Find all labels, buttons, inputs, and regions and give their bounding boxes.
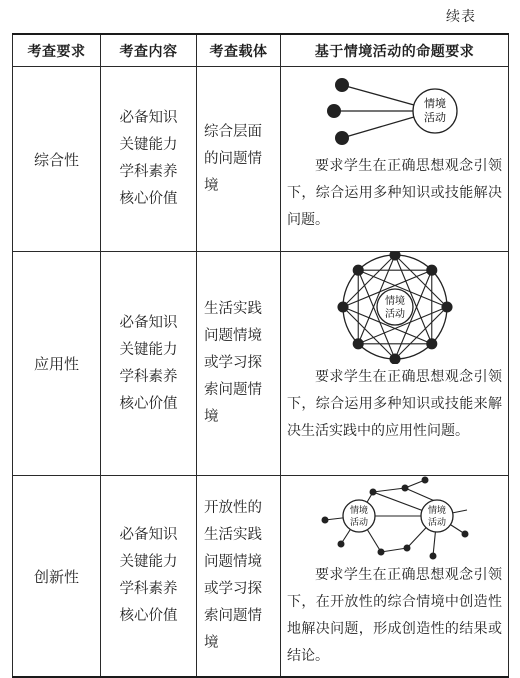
content-line: 学科素养 [119,164,178,180]
circle-label: 情境 [427,506,446,516]
carrier-cell [197,476,281,678]
network-node [426,339,436,349]
network-node [442,302,452,312]
circle-label: 活动 [349,518,368,528]
requirement-cell: 综合性 [13,67,101,252]
carrier-line: 索问题情 [204,608,262,624]
content-cell [101,252,197,476]
table-row [13,476,509,678]
content-cell [101,67,197,252]
carrier-line: 综合层面 [204,123,262,140]
content-line: 关键能力 [119,554,178,570]
header-content: 考查内容 [101,34,197,67]
situational-requirement-cell [281,252,509,476]
content-line: 必备知识 [119,527,178,543]
network-node [353,265,363,275]
content-line: 关键能力 [119,137,178,153]
carrier-line: 问题情境 [204,328,262,344]
circle-label: 情境 [384,296,405,307]
circle-label: 情境 [423,97,446,110]
diagram-node [335,131,349,145]
network-node [353,339,363,349]
requirement-cell: 应用性 [13,252,101,476]
diagram-node [327,104,341,118]
carrier-cell [197,67,281,252]
header-situational-requirement: 基于情境活动的命题要求 [281,34,509,67]
network-node [390,252,400,260]
header-carrier: 考查载体 [197,34,281,67]
content-line: 必备知识 [119,314,178,331]
carrier-line: 生活实践 [204,301,262,317]
content-line: 学科素养 [119,368,178,385]
carrier-line: 境 [204,409,219,425]
innovation-diagram [317,476,473,562]
carrier-line: 生活实践 [204,527,262,543]
content-line: 必备知识 [119,110,178,126]
carrier-line: 境 [204,635,219,651]
header-requirement: 考查要求 [13,34,101,67]
requirement-description: 要求学生在正确思想观念引领下，在开放性的综合情境中创造性地解决问题，形成创造性的结果或结论。 [287,567,502,664]
circle-label: 情境 [349,506,368,516]
carrier-line: 或学习探 [204,581,262,597]
circle-label: 活动 [427,518,446,528]
carrier-line: 索问题情 [204,382,262,398]
circle-label: 活动 [384,309,405,320]
comprehensive-diagram [320,67,470,153]
requirement-cell: 创新性 [13,476,101,678]
circle-label: 活动 [423,111,446,124]
carrier-line: 开放性的 [204,500,262,516]
network-node [390,354,400,364]
diagram-edge [342,117,414,138]
content-cell [101,476,197,678]
carrier-line: 的问题情 [204,150,262,167]
network-node [426,265,436,275]
application-diagram [327,252,463,364]
content-line: 核心价值 [119,191,178,207]
requirement-description: 要求学生在正确思想观念引领下，综合运用多种知识或技能来解决生活实践中的应用性问题。 [287,369,502,439]
requirement-description: 要求学生在正确思想观念引领下，综合运用多种知识或技能解决问题。 [287,158,502,228]
content-line: 核心价值 [119,608,178,624]
situational-requirement-cell [281,67,509,252]
carrier-line: 问题情境 [204,554,262,570]
content-line: 关键能力 [119,341,178,358]
carrier-line: 境 [204,177,219,194]
continued-table-label: 续表 [446,9,476,25]
content-line: 核心价值 [119,395,178,412]
diagram-node [335,78,349,92]
situational-requirement-cell [281,476,509,678]
assessment-requirements-table [12,33,509,678]
table-header-row [13,34,509,67]
table-row [13,67,509,252]
carrier-cell [197,252,281,476]
network-node [338,302,348,312]
diagram-edge [342,85,414,105]
content-line: 学科素养 [119,581,178,597]
table-row [13,252,509,476]
carrier-line: 或学习探 [204,355,262,371]
